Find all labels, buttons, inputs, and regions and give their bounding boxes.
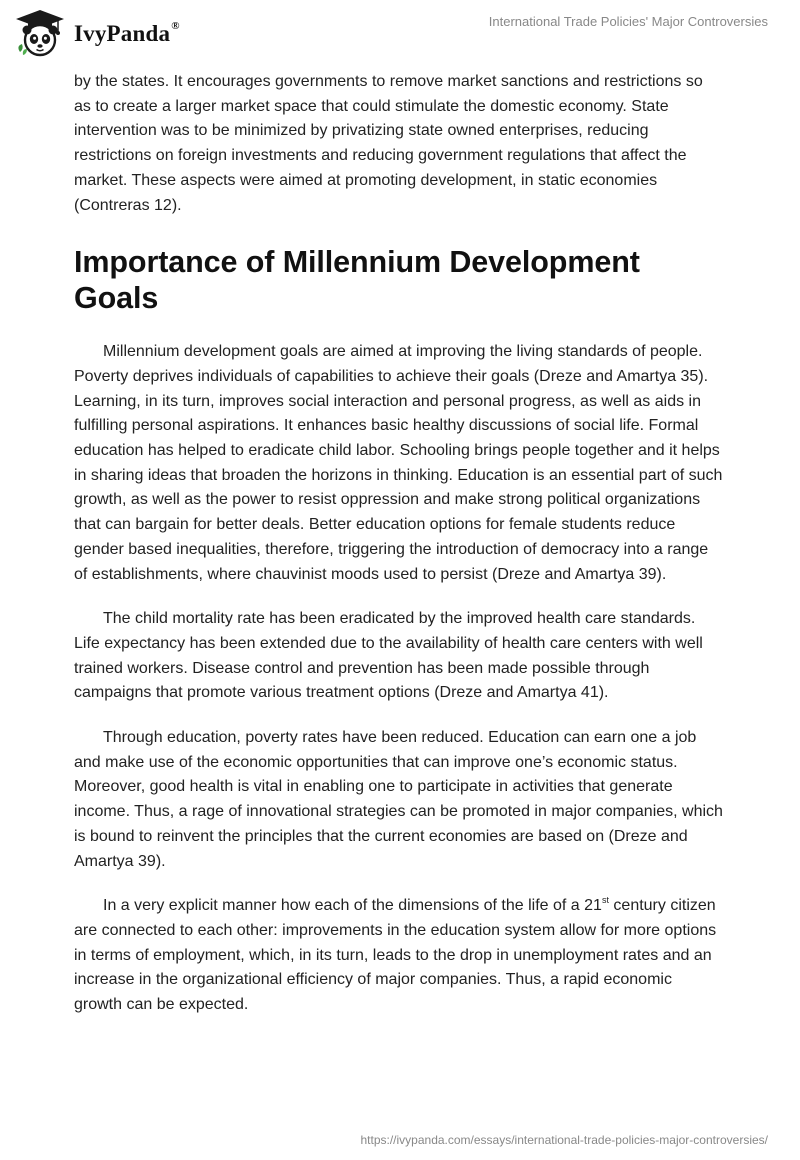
document-title: International Trade Policies' Major Controversies [488,14,768,29]
body-paragraph: The child mortality rate has been eradicated by the improved health care standards. Life expectancy has been extended due to the availability of health care centers with well trained workers. Disease control and prevention has been made possible through campaigns that promote various treatment options (Dreze and Amartya 41). [74,610,703,702]
brand-registered-mark: ® [171,20,180,33]
brand-name-text: IvyPanda [74,21,171,46]
body-paragraph-last [74,894,724,1018]
text-run: century citizen are connected to each other: improvements in the education system allow for more options in terms of employment, which, in its turn, leads to the drop in unemployment rates and an increase in the organizational efficiency of major companies. Thus, a rapid economic growth can be expected. [74,897,717,1014]
body-paragraph: Through education, poverty rates have been reduced. Education can earn one a job and make use of the economic opportunities that can improve one’s economic status. Moreover, good health is vital in enabling one to participate in activities that generate income. Thus, a rage of innovational strategies can be promoted in major companies, which is bound to reinvent the principles that the current economies are based on (Dreze and Amartya 39). [74,729,723,870]
text-run: In a very explicit manner how each of the dimensions of the life of a 21 [103,897,602,915]
brand-name [74,21,180,47]
body-paragraph: Millennium development goals are aimed at improving the living standards of people. Poverty deprives individuals of capabilities to achieve their goals (Dreze and Amartya 35). Learning, in its turn, improves social interaction and personal progress, as well as aids in fulfilling personal aspirations. It enhances basic healthy discussions of social life. Formal education has helped to eradicate child labor. Schooling brings people together and it helps in sharing ideas that broaden the horizons in thinking. Education is an essential part of such growth, as well as the power to resist oppression and make strong political organizations that can bargain for better deals. Better education options for female students reduce gender based inequalities, therefore, triggering the introduction of democracy into a range of establishments, where chauvinist moods used to persist (Dreze and Amartya 39). [74,343,723,583]
page-header [0,0,800,70]
lead-paragraph: by the states. It encourages governments to remove market sanctions and restrictions so as to create a larger market space that could stimulate the domestic economy. State intervention was to be minimized by privatizing state owned enterprises, reducing restrictions on foreign investments and reducing government regulations that affect the market. These aspects were aimed at promoting development, in static economies (Contreras 12). [74,73,703,214]
ivypanda-logo[interactable] [14,8,180,58]
panda-graduate-icon [14,8,66,58]
article-body [74,70,724,1018]
section-heading: Importance of Millennium Development Goals [74,245,640,316]
source-url[interactable]: https://ivypanda.com/essays/international-trade-policies-major-controversies/ [360,1133,768,1147]
ordinal-superscript: st [601,894,609,905]
